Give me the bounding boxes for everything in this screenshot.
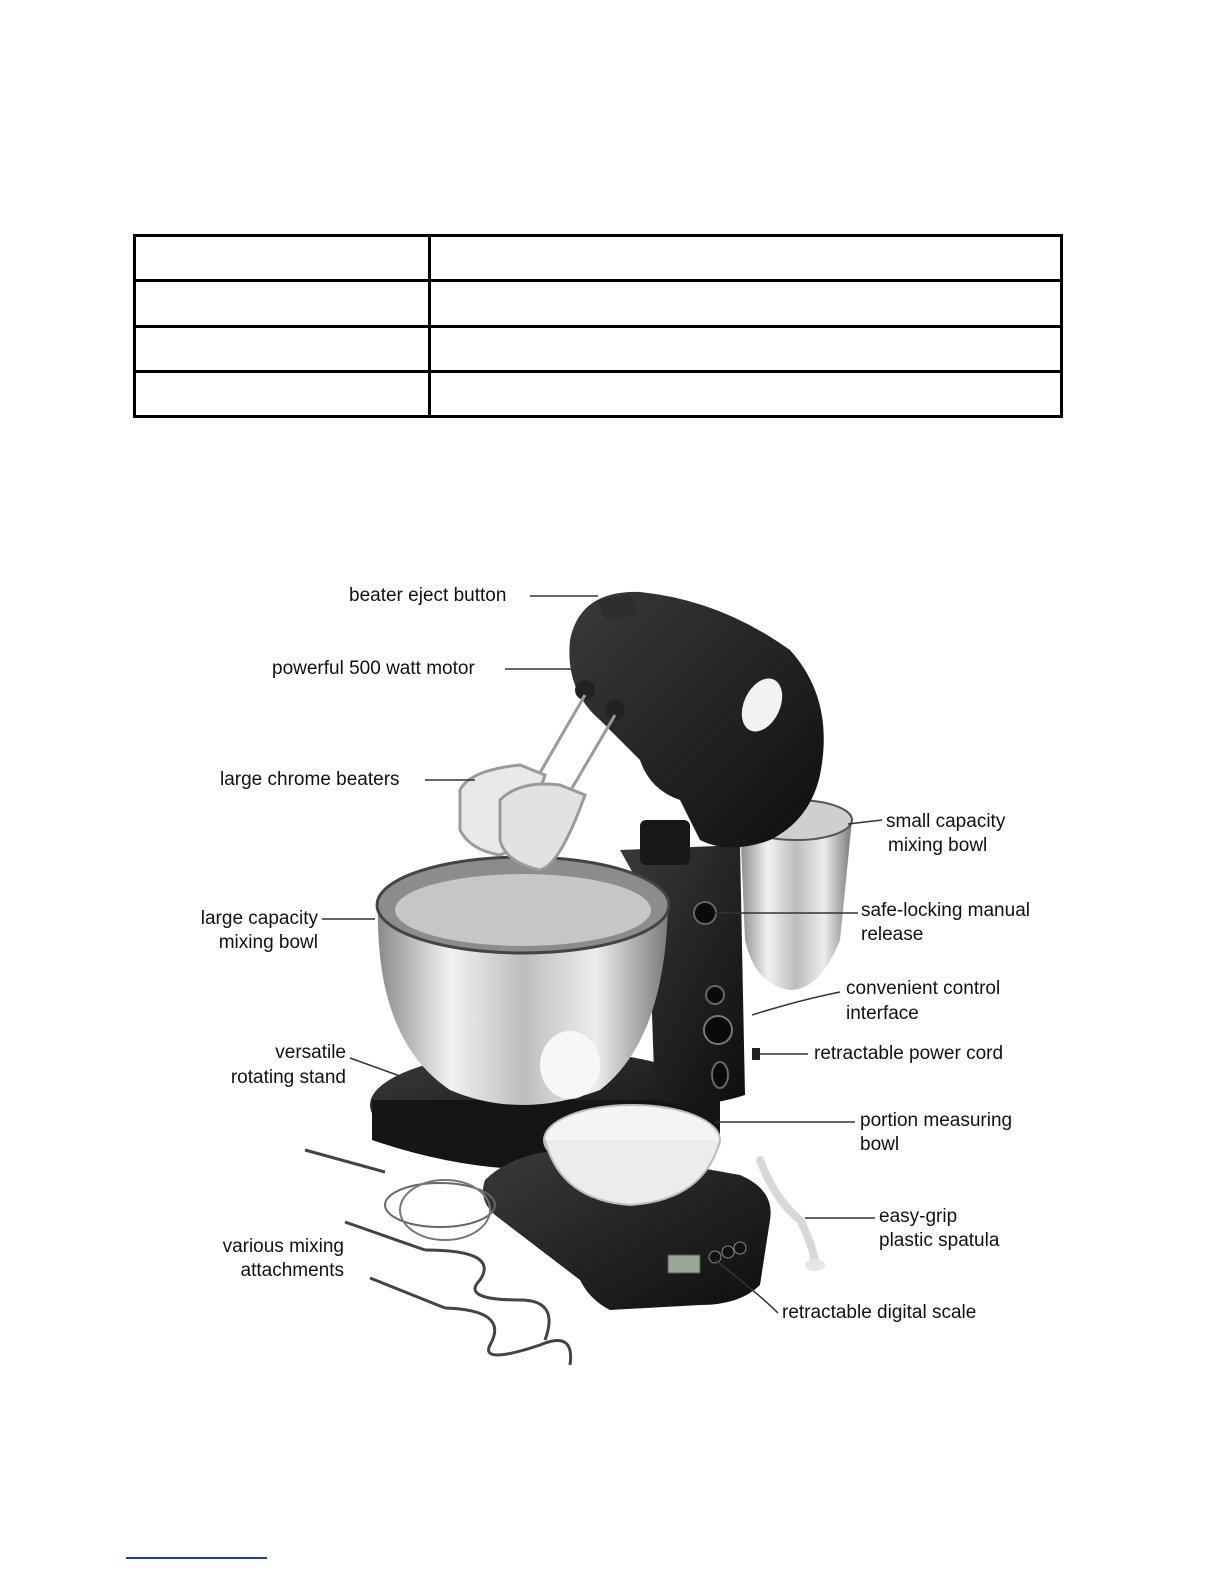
- speed-dial: [704, 1016, 732, 1044]
- label-large-bowl: large capacity: [200, 908, 318, 929]
- label-beater-eject-button: beater eject button: [349, 585, 507, 606]
- label-motor: powerful 500 watt motor: [272, 658, 475, 679]
- label-portion-bowl: portion measuring: [860, 1110, 1013, 1131]
- label-rotating-stand: versatile: [275, 1042, 346, 1063]
- label-small-bowl-line2: mixing bowl: [888, 835, 988, 856]
- label-control-interface-line2: interface: [846, 1003, 919, 1024]
- label-attachments-line2: attachments: [240, 1260, 344, 1281]
- label-attachments: various mixing: [222, 1236, 344, 1257]
- label-spatula-line2: plastic spatula: [879, 1230, 1000, 1251]
- label-spatula: easy-grip: [879, 1206, 958, 1227]
- release-knob: [694, 902, 716, 924]
- label-small-bowl: small capacity: [886, 811, 1006, 832]
- label-digital-scale: retractable digital scale: [782, 1302, 977, 1323]
- label-large-bowl-line2: mixing bowl: [218, 932, 318, 953]
- label-chrome-beaters: large chrome beaters: [220, 769, 400, 790]
- chrome-beaters: [460, 695, 615, 870]
- label-manual-release-line2: release: [861, 924, 924, 945]
- label-control-interface: convenient control: [846, 978, 1001, 999]
- label-rotating-stand-line2: rotating stand: [230, 1067, 346, 1088]
- label-power-cord: retractable power cord: [814, 1043, 1004, 1064]
- label-manual-release: safe-locking manual: [861, 900, 1030, 921]
- footnote-rule: [126, 1557, 267, 1559]
- label-portion-bowl-line2: bowl: [860, 1134, 900, 1155]
